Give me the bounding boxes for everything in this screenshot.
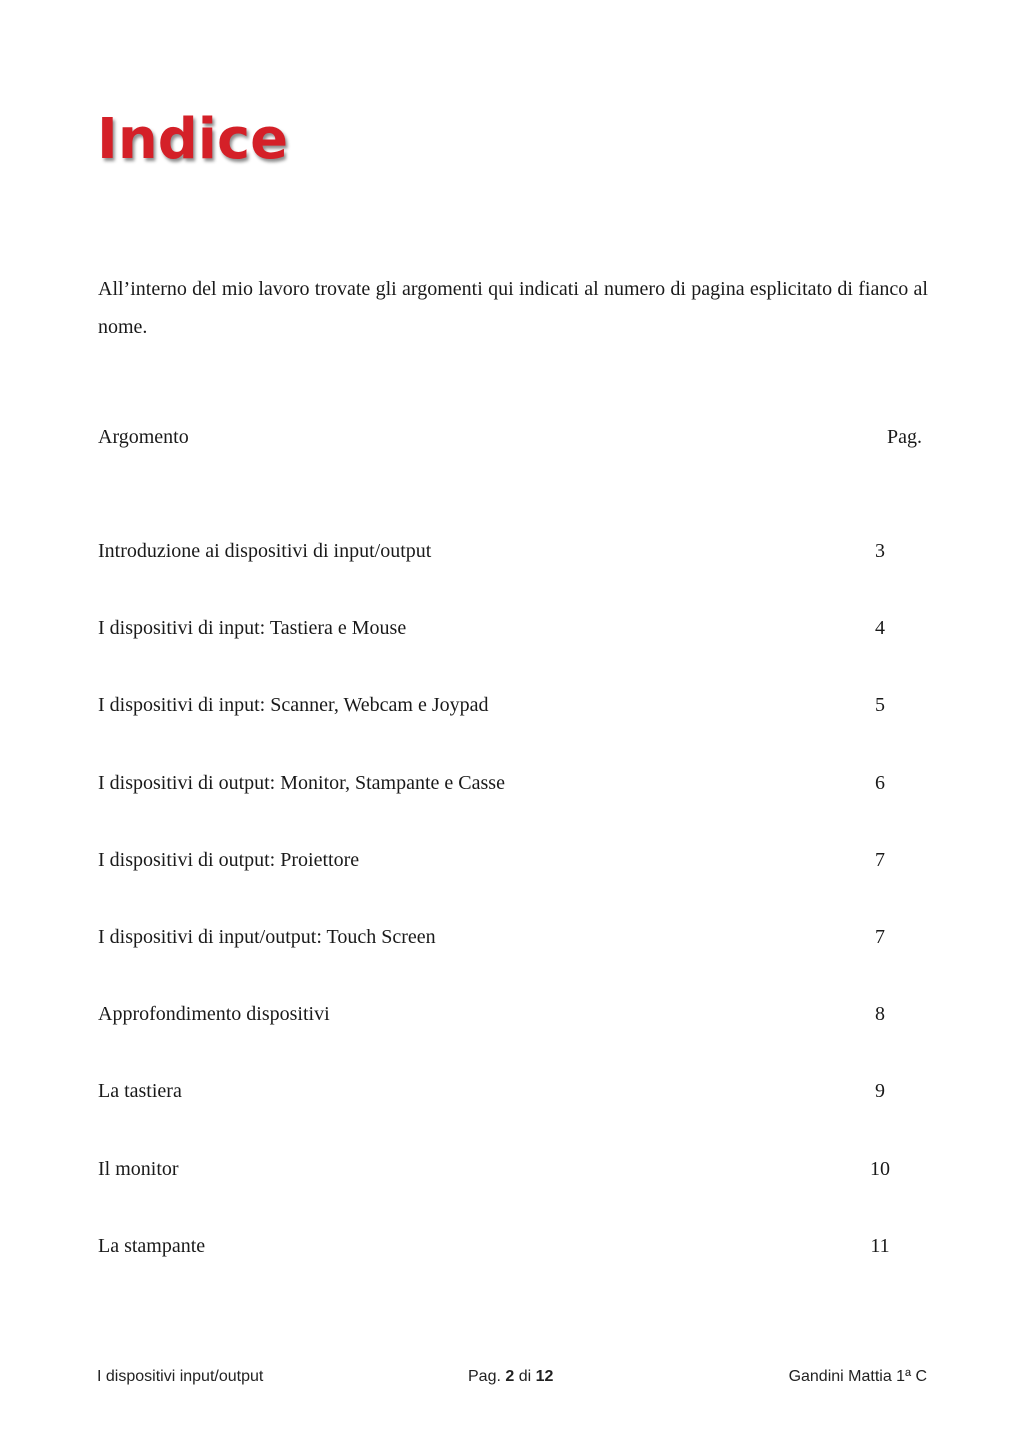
- footer-page-prefix: Pag.: [468, 1368, 501, 1385]
- toc-header-page: Pag.: [887, 426, 922, 448]
- toc-entry-page: 10: [870, 1157, 890, 1180]
- toc-list: [98, 536, 900, 1308]
- toc-entry-page: 6: [875, 771, 885, 794]
- footer-page-current: 2: [505, 1368, 515, 1385]
- toc-entry: [98, 768, 900, 845]
- toc-entry-page: 11: [870, 1234, 890, 1257]
- page-footer: [97, 1365, 927, 1389]
- footer-page-sep: di: [518, 1368, 532, 1385]
- toc-entry: [98, 922, 900, 999]
- toc-entry-page: 7: [875, 925, 885, 948]
- toc-entry-page: 9: [875, 1080, 885, 1103]
- footer-author: Gandini Mattia 1ª C: [788, 1368, 927, 1385]
- toc-entry: [98, 1154, 900, 1231]
- toc-entry: [98, 536, 900, 613]
- toc-entry-page: 3: [875, 540, 885, 562]
- footer-page-total: 12: [535, 1368, 554, 1385]
- toc-header: [98, 422, 922, 452]
- toc-entry-label: Introduzione ai dispositivi di input/output: [98, 540, 432, 562]
- toc-entry: [98, 690, 900, 767]
- toc-entry: [98, 845, 900, 922]
- footer-document-title: I dispositivi input/output: [97, 1368, 264, 1385]
- toc-entry-label: I dispositivi di input: Scanner, Webcam e Joypad: [98, 694, 489, 717]
- toc-header-topic: Argomento: [98, 426, 189, 448]
- toc-entry: [98, 1231, 900, 1308]
- intro-paragraph: All’interno del mio lavoro trovate gli argomenti qui indicati al numero di pagina esplicitato di fianco al nome.: [98, 278, 928, 338]
- toc-entry-label: I dispositivi di output: Monitor, Stampante e Casse: [98, 771, 505, 794]
- toc-entry-label: I dispositivi di output: Proiettore: [98, 848, 360, 871]
- toc-entry: [98, 1076, 900, 1153]
- toc-entry-label: La tastiera: [98, 1080, 182, 1103]
- toc-entry-label: Approfondimento dispositivi: [98, 1003, 330, 1026]
- toc-entry-label: I dispositivi di input/output: Touch Screen: [98, 925, 436, 948]
- toc-entry-page: 4: [875, 617, 885, 640]
- toc-entry-label: La stampante: [98, 1234, 206, 1257]
- toc-entry-page: 5: [875, 694, 885, 717]
- toc-entry: [98, 999, 900, 1076]
- toc-entry-page: 7: [875, 848, 885, 871]
- footer-page-number: [468, 1365, 553, 1389]
- toc-entry-page: 8: [875, 1003, 885, 1026]
- toc-entry: [98, 613, 900, 690]
- toc-entry-label: Il monitor: [98, 1157, 179, 1180]
- page-title: Indice: [97, 107, 289, 172]
- toc-entry-label: I dispositivi di input: Tastiera e Mouse: [98, 617, 407, 640]
